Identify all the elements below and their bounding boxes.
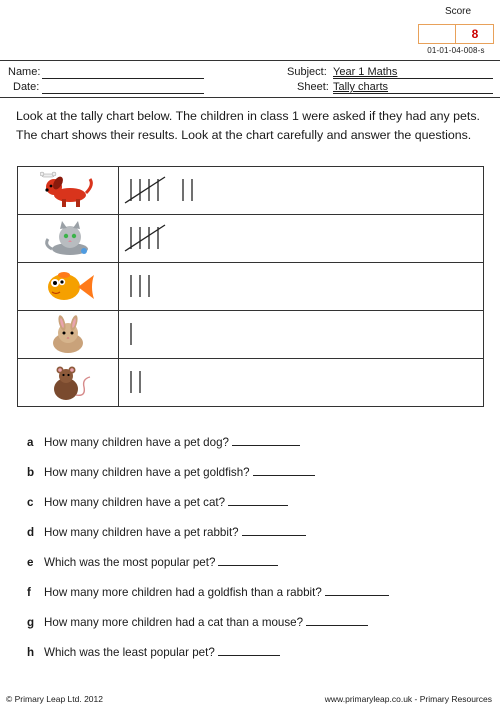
tally-row-mouse (18, 359, 483, 407)
score-value: 8 (455, 25, 494, 43)
answer-line-g[interactable] (306, 615, 368, 626)
question-a (27, 435, 300, 449)
dog-icon (40, 171, 96, 211)
question-letter: d (27, 526, 35, 539)
header-bottom-divider (0, 97, 500, 98)
answer-line-c[interactable] (228, 495, 288, 506)
tally-row-rabbit (18, 311, 483, 359)
sheet-value: Tally charts (333, 81, 389, 93)
cat-icon (40, 219, 96, 259)
answer-line-e[interactable] (218, 555, 278, 566)
date-label: Date: (13, 81, 40, 93)
sheet-label: Sheet: (297, 81, 329, 93)
name-field (8, 66, 40, 78)
header-top-divider (0, 60, 500, 61)
tally-marks-dog-svg (119, 167, 319, 213)
subject-label: Subject: (287, 66, 327, 78)
score-label: Score (444, 6, 472, 17)
mouse-icon (40, 363, 96, 403)
question-text: Which was the least popular pet? (44, 646, 215, 659)
score-input-cell[interactable] (419, 25, 455, 43)
question-e (27, 555, 278, 569)
question-c (27, 495, 288, 509)
question-letter: a (27, 436, 34, 449)
question-d (27, 525, 306, 539)
tally-marks-mouse-svg (119, 359, 319, 405)
tally-chart (17, 166, 484, 407)
footer-copyright: © Primary Leap Ltd. 2012 (6, 694, 103, 704)
question-letter: h (27, 646, 35, 659)
tally-row-dog (18, 167, 483, 215)
instructions-text: Look at the tally chart below. The children in class 1 were asked if they had any pets. The chart shows their results. Look at the chart carefully and answer the questions. (16, 109, 480, 142)
question-letter: f (27, 586, 31, 599)
tally-marks-cat-svg (119, 215, 319, 261)
question-h (27, 645, 280, 659)
question-text: How many children have a pet cat? (44, 496, 226, 509)
question-g (27, 615, 368, 629)
question-f (27, 585, 389, 599)
question-text: How many children have a pet dog? (44, 436, 229, 449)
rabbit-icon (40, 315, 96, 355)
question-text: How many children have a pet rabbit? (44, 526, 239, 539)
question-text: How many more children had a cat than a mouse? (44, 616, 304, 629)
subject-value: Year 1 Maths (333, 66, 398, 78)
sheet-code: 01-01-04-008-s (427, 46, 485, 55)
answer-line-h[interactable] (218, 645, 280, 656)
score-box (418, 24, 494, 44)
question-text: How many more children had a goldfish than a rabbit? (44, 586, 322, 599)
question-letter: b (27, 466, 35, 479)
question-text: How many children have a pet goldfish? (44, 466, 250, 479)
date-input-line[interactable] (42, 81, 204, 94)
tally-marks-rabbit-svg (119, 311, 319, 357)
date-field (13, 81, 39, 93)
question-letter: g (27, 616, 35, 629)
answer-line-a[interactable] (232, 435, 300, 446)
tally-row-cat (18, 215, 483, 263)
answer-line-b[interactable] (253, 465, 315, 476)
answer-line-f[interactable] (325, 585, 389, 596)
tally-row-goldfish (18, 263, 483, 311)
question-text: Which was the most popular pet? (44, 556, 216, 569)
footer-website: www.primaryleap.co.uk - Primary Resources (324, 694, 492, 704)
goldfish-icon (40, 267, 96, 307)
question-b (27, 465, 315, 479)
question-letter: e (27, 556, 34, 569)
name-input-line[interactable] (42, 66, 204, 79)
answer-line-d[interactable] (242, 525, 306, 536)
tally-marks-goldfish-svg (119, 263, 319, 309)
question-letter: c (27, 496, 34, 509)
name-label: Name: (8, 66, 41, 78)
